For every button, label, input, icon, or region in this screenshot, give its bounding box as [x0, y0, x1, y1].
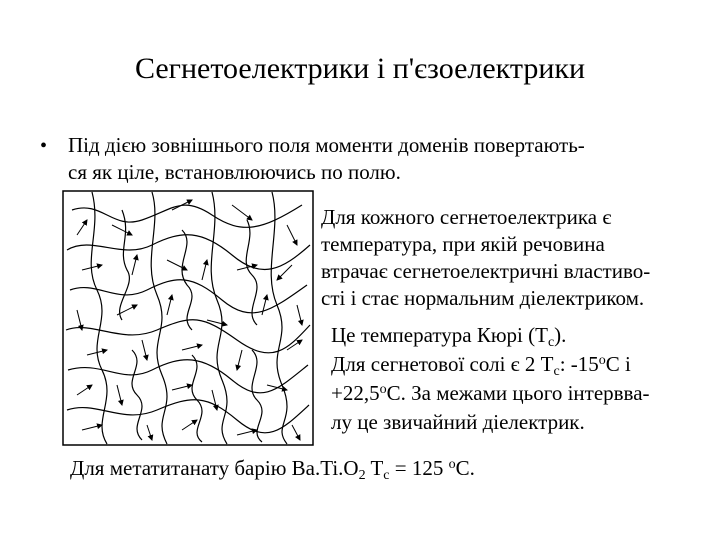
- barium-text-2: T: [365, 456, 384, 480]
- slide-title: Сегнетоелектрики і п'єзоелектрики: [134, 52, 586, 85]
- barium-text-1: Для метатитанату барію Ba.Ti.O: [70, 456, 359, 480]
- bullet-line-2: ся як ціле, встановлюючись по полю.: [68, 160, 401, 184]
- rochelle-text-2: : -15: [559, 352, 599, 376]
- barium-tc-subscript: c: [383, 468, 390, 483]
- bullet-line-1: Під дією зовнішнього поля моменти доменів повертають-: [68, 133, 585, 157]
- rochelle-degree-1: о: [598, 353, 606, 368]
- rochelle-text-4: +22,5: [331, 381, 380, 405]
- curie-definition-suffix: ).: [554, 323, 567, 347]
- ferroelectric-domains-figure: [62, 190, 314, 446]
- curie-paragraph-line-3: втрачає сегнетоелектричні властиво-: [321, 259, 651, 283]
- curie-paragraph-line-4: сті і стає нормальним діелектриком.: [321, 286, 645, 310]
- barium-titanate-line: [70, 455, 475, 482]
- rochelle-text-3: С і: [605, 352, 631, 376]
- rochelle-tc-subscript: с: [553, 364, 560, 379]
- rochelle-salt-line-1: [331, 351, 631, 378]
- rochelle-salt-line-2: [331, 380, 650, 407]
- rochelle-salt-line-3: лу це звичайний діелектрик.: [331, 410, 585, 434]
- barium-degree: о: [448, 457, 456, 472]
- curie-subscript: с: [547, 335, 555, 350]
- rochelle-text-1: Для сегнетової солі є 2 Т: [331, 352, 554, 376]
- bullet-marker: •: [40, 135, 48, 157]
- curie-definition-prefix: Це температура Кюрі (Т: [331, 323, 548, 347]
- barium-text-3: = 125: [389, 456, 449, 480]
- curie-definition: [331, 322, 566, 349]
- barium-o2-subscript: 2: [358, 468, 366, 483]
- rochelle-text-5: С. За межами цього інтервва-: [386, 381, 650, 405]
- barium-text-4: C.: [455, 456, 475, 480]
- rochelle-degree-2: о: [379, 382, 387, 397]
- curie-paragraph-line-1: Для кожного сегнетоелектрика є: [321, 205, 612, 229]
- curie-paragraph-line-2: температура, при якій речовина: [321, 232, 605, 256]
